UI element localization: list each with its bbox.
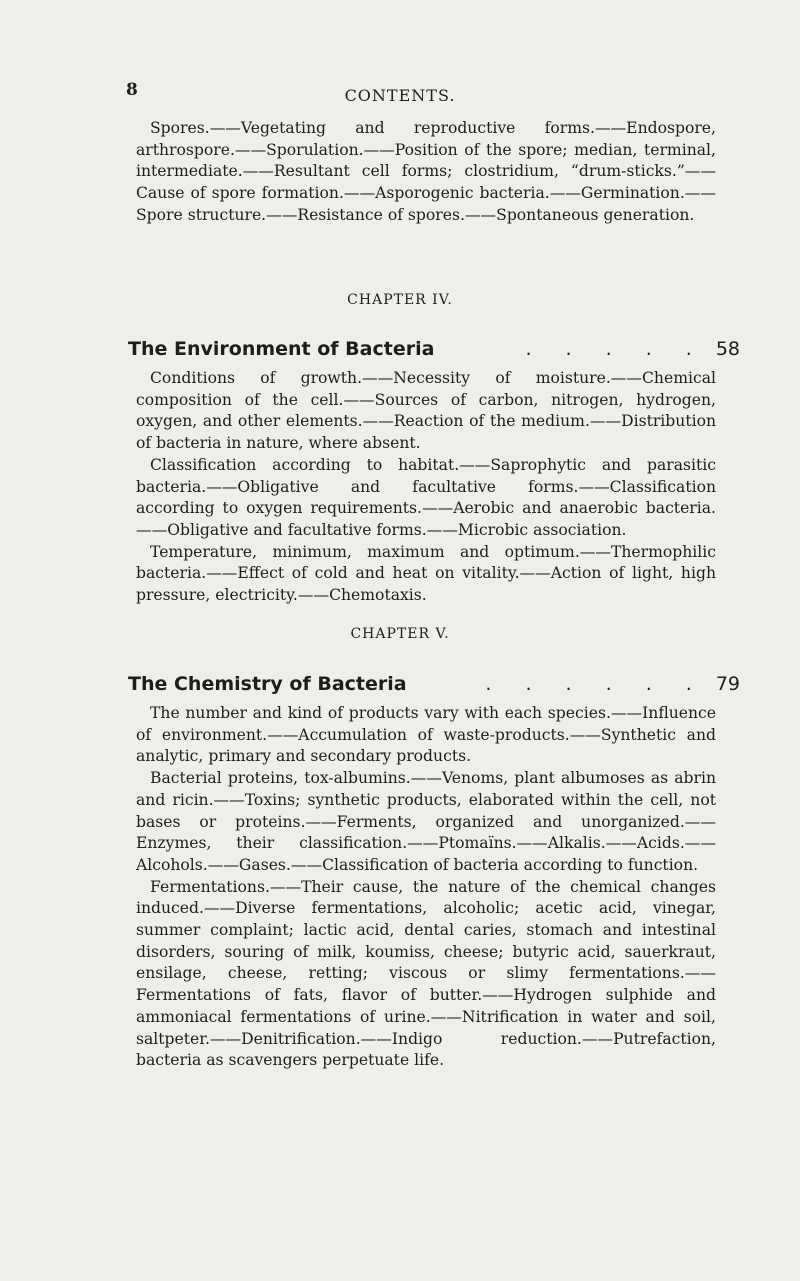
chapter-4-paragraph-1: Conditions of growth.——Necessity of moisture.——Chemical composition of the cell.——Sources of carbon, nitrogen, hydrogen, oxygen, and other elements.——Reaction of the medium.——Distribution of bacteria in nature, where absent. xyxy=(136,369,716,453)
chapter-5-leader: . . . . . . xyxy=(485,673,706,695)
intro-paragraph: Spores.——Vegetating and reproductive forms.——Endospore, arthrospore.——Sporulation.——Position of the spore; median, terminal, intermediate.——Resultant cell forms; clostridium, “drum-sticks.”——Cause of spore formation.——Asporogenic bacteria.——Germination.——Spore structure.——Resistance of spores.——Spontaneous generation. xyxy=(136,119,716,224)
chapter-5-paragraph-1: The number and kind of products vary with each species.——Influence of environment.——Accumulation of waste-products.——Synthetic and analytic, primary and secondary products. xyxy=(136,704,716,766)
chapter-5-paragraph-3: Fermentations.——Their cause, the nature of the chemical changes induced.——Diverse fermentations, alcoholic; acetic acid, vinegar, summer complaint; lactic acid, dental caries, stomach and intestinal disorders, souring of milk, koumiss, cheese; butyric acid, sauerkraut, ensilage, cheese, retting; viscous or slimy fermentations.——Fermentations of fats, flavor of butter.——Hydrogen sulphide and ammoniacal fermentations of urine.——Nitrification in water and soil, saltpeter.——Denitrification.——Indigo reduction.——Putrefaction, bacteria as scavengers perpetuate life. xyxy=(136,877,716,1070)
chapter-5-page: 79 xyxy=(715,673,740,695)
chapter-5-title: The Chemistry of Bacteria xyxy=(128,673,407,695)
chapter-4-page: 58 xyxy=(715,338,740,360)
chapter-4-summary xyxy=(136,368,716,607)
running-head: CONTENTS. xyxy=(344,86,456,105)
chapter-5-title-row xyxy=(128,673,740,695)
chapter-4-paragraph-2: Classification according to habitat.——Saprophytic and parasitic bacteria.——Obligative and facultative forms.——Classification according to oxygen requirements.——Aerobic and anaerobic bacteria.——Obligative and facultative forms.——Microbic association. xyxy=(136,455,716,539)
chapter-4-title: The Environment of Bacteria xyxy=(128,338,435,360)
chapter-5-label: CHAPTER V. xyxy=(350,626,450,642)
chapter-5-summary xyxy=(136,703,716,1072)
chapter-4-paragraph-3: Temperature, minimum, maximum and optimum.——Thermophilic bacteria.——Effect of cold and heat on vitality.——Action of light, high pressure, electricity.——Chemotaxis. xyxy=(136,542,716,605)
chapter-4-label: CHAPTER IV. xyxy=(347,292,453,308)
chapter-5-paragraph-2: Bacterial proteins, tox-albumins.——Venoms, plant albumoses as abrin and ricin.——Toxins; synthetic products, elaborated within the cell, not bases or proteins.——Ferments, organized and unorganized.——Enzymes, their classification.——Ptomaïns.——Alkalis.——Acids.——Alcohols.——Gases.——Classification of bacteria according to function. xyxy=(136,769,716,874)
intro-section xyxy=(136,118,716,227)
chapter-4-leader: . . . . . xyxy=(525,338,706,360)
chapter-4-title-row xyxy=(128,338,740,360)
page-number: 8 xyxy=(126,80,138,100)
